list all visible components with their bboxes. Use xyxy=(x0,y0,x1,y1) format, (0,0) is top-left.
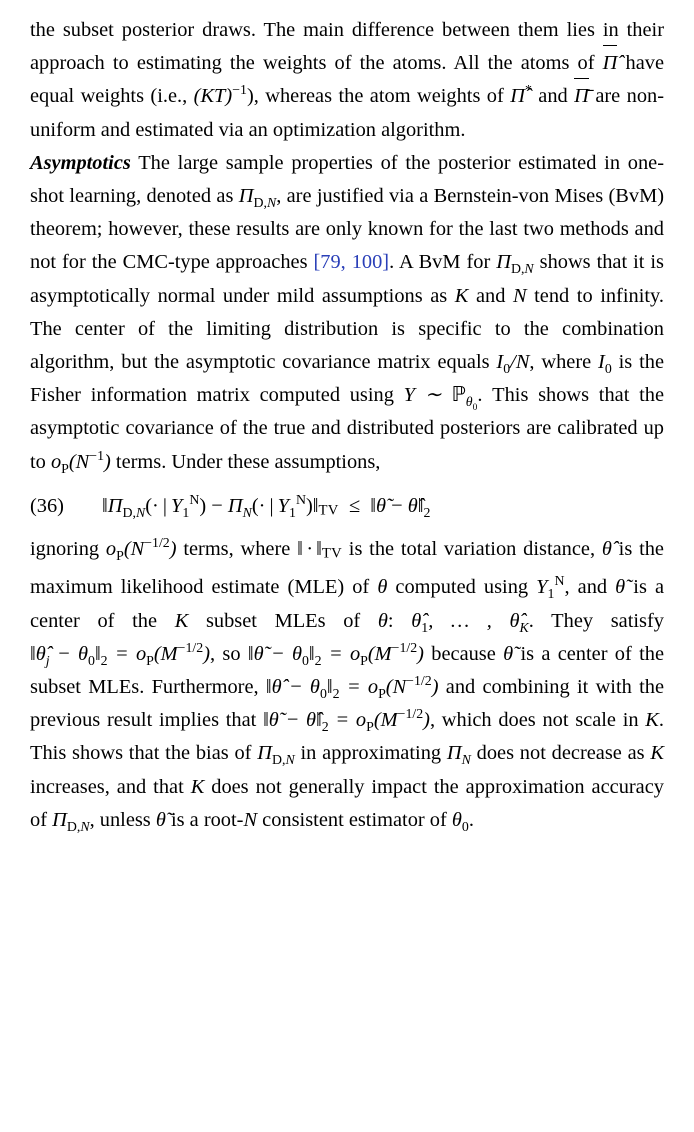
math-op-n-inv: $o_P(N^{-1})$ xyxy=(50,448,111,477)
equation-number: (36) xyxy=(30,494,64,517)
math-pi-n: $\Pi_N$ xyxy=(446,742,471,769)
math-op-n-half: $o_P(N^{-1/2})$ xyxy=(105,536,177,565)
math-pi-d-n-4: $\Pi_{D,N}$ xyxy=(52,808,90,835)
math-bound-j: $‖\thetâ_j$ − $\theta_0‖_2 = o_P(M^{-1/2})$ xyxy=(30,640,210,669)
equation-body: $‖\Pi_{D,N}(\cdot$ | $Y_1^N) - \Pi_N(\cdot$ | $Y_1^N)‖TV$ ≤ ‖θ̃ − $\thetâ‖_2$ xyxy=(102,493,431,521)
math-y1n: $Y_1^N$ xyxy=(536,574,565,603)
math-y-dist: Y ∼ ℙ$_{\theta_0}$ xyxy=(403,384,478,414)
math-pi-d-n-3: $\Pi_{D,N}$ xyxy=(257,742,295,769)
math-theta-2: θ xyxy=(377,609,388,632)
math-theta-tilde-2: θ̃ xyxy=(503,642,514,665)
math-pi-hat-bar: Π̂ xyxy=(603,52,618,74)
math-n-2: N xyxy=(243,808,258,831)
run-lead-asymptotics: Asymptotics xyxy=(30,151,131,174)
math-pi-bar: Π̄ xyxy=(574,85,589,107)
citation-link[interactable]: [79, 100] xyxy=(313,251,390,274)
math-k-4: K xyxy=(650,742,664,765)
math-theta: θ xyxy=(377,576,388,599)
math-pi-d-n-2: $\Pi_{D,N}$ xyxy=(496,251,534,278)
math-theta-tilde-3: θ̃ xyxy=(155,808,166,831)
math-pi-d-n: $\Pi_{D,N}$ xyxy=(238,185,277,212)
math-k-3: K xyxy=(645,709,659,732)
math-k: K xyxy=(454,284,469,307)
math-bound-hat: ‖θ̂ − $\theta_0‖_2 = o_P(N^{-1/2})$ xyxy=(265,674,439,703)
paragraph-ignoring-terms: ignoring $o_P(N^{-1/2})$ terms, where ‖ · ‖TV is the total variation distance, θ̂ is the maximum likelihood estimate (MLE) of θ computed using $Y_1^N$, and θ̃ is a center of the K subset MLEs of θ: $\thetâ_1$, … , $\thetâ_K$. They satisfy $‖\thetâ_j$ − $\theta_0‖_2 = o_P(M^{-1/2})$, so ‖θ̃ − $\theta_0‖_2 = o_P(M^{-1/2})$ because θ̃ is a center of the subset MLEs. Furthermore, ‖θ̂ − $\theta_0‖_2 = o_P(N^{-1/2})$ and combining it with the previous result implies that ‖θ̃ − $\thetâ‖_2 = o_P(M^{-1/2})$, which does not scale in K. This shows that the bias of $\Pi_{D,N}$ in approximating $\Pi_N$ does not decrease as K increases, and that K does not generally impact the approximation accuracy of $\Pi_{D,N}$, unless θ̃ is a root-N consistent estimator of $\theta_0$. xyxy=(30,536,665,835)
math-bound-tilde: ‖θ̃ − $\theta_0‖_2 = o_P(M^{-1/2})$ xyxy=(247,640,424,669)
math-pi-hat-star: Π̂* xyxy=(510,83,532,108)
math-i0-over-n: $I_0/N$ xyxy=(496,351,530,378)
paragraph-subset-posterior: the subset posterior draws. The main difference between them lies in their approach to estimating the weights of the atoms. All the atoms of Π̂ have equal weights (i.e., (KT)$^{-1}$), whereas the atom weights of Π̂* and Π̄ are non-uniform and estimated via an optimization algorithm. xyxy=(30,19,665,141)
equation-36-row xyxy=(30,495,664,520)
math-k-2: K xyxy=(174,609,189,632)
math-k-5: K xyxy=(190,775,205,798)
paragraph-asymptotics: Asymptotics The large sample properties of the posterior estimated in one-shot learning, denoted as $\Pi_{D,N}$, are justified via a Bernstein-von Mises (BvM) theorem; however, these results are only known for the last two methods and not for the CMC-type approaches [79, 100]. A BvM for $\Pi_{D,N}$ shows that it is asymptotically normal under mild assumptions as K and N tend to infinity. The center of the limiting distribution is specific to the combination algorithm, but the asymptotic covariance matrix equals $I_0/N$, where $I_0$ is the Fisher information matrix computed using Y ∼ ℙ$_{\theta_0}$. This shows that the asymptotic covariance of the true and distributed posteriors are calibrated up to $o_P(N^{-1})$ terms. Under these assumptions, xyxy=(30,151,665,477)
math-theta-hat-list: $\thetâ_1$, … , $\thetâ_K$ xyxy=(411,609,529,636)
math-norm-tv: ‖ · ‖TV xyxy=(297,538,342,563)
math-n: N xyxy=(512,284,527,307)
math-i0: $I_0$ xyxy=(598,351,612,378)
math-theta-zero: $\theta_0$ xyxy=(451,808,469,835)
math-kt-inverse: (KT)$^{-1}$ xyxy=(193,83,247,108)
math-theta-tilde: θ̃ xyxy=(615,576,626,599)
math-theta-hat: θ̂ xyxy=(601,538,612,561)
math-bound-tilde-hat: ‖θ̃ − $\thetâ‖_2 = o_P(M^{-1/2})$ xyxy=(263,707,430,736)
